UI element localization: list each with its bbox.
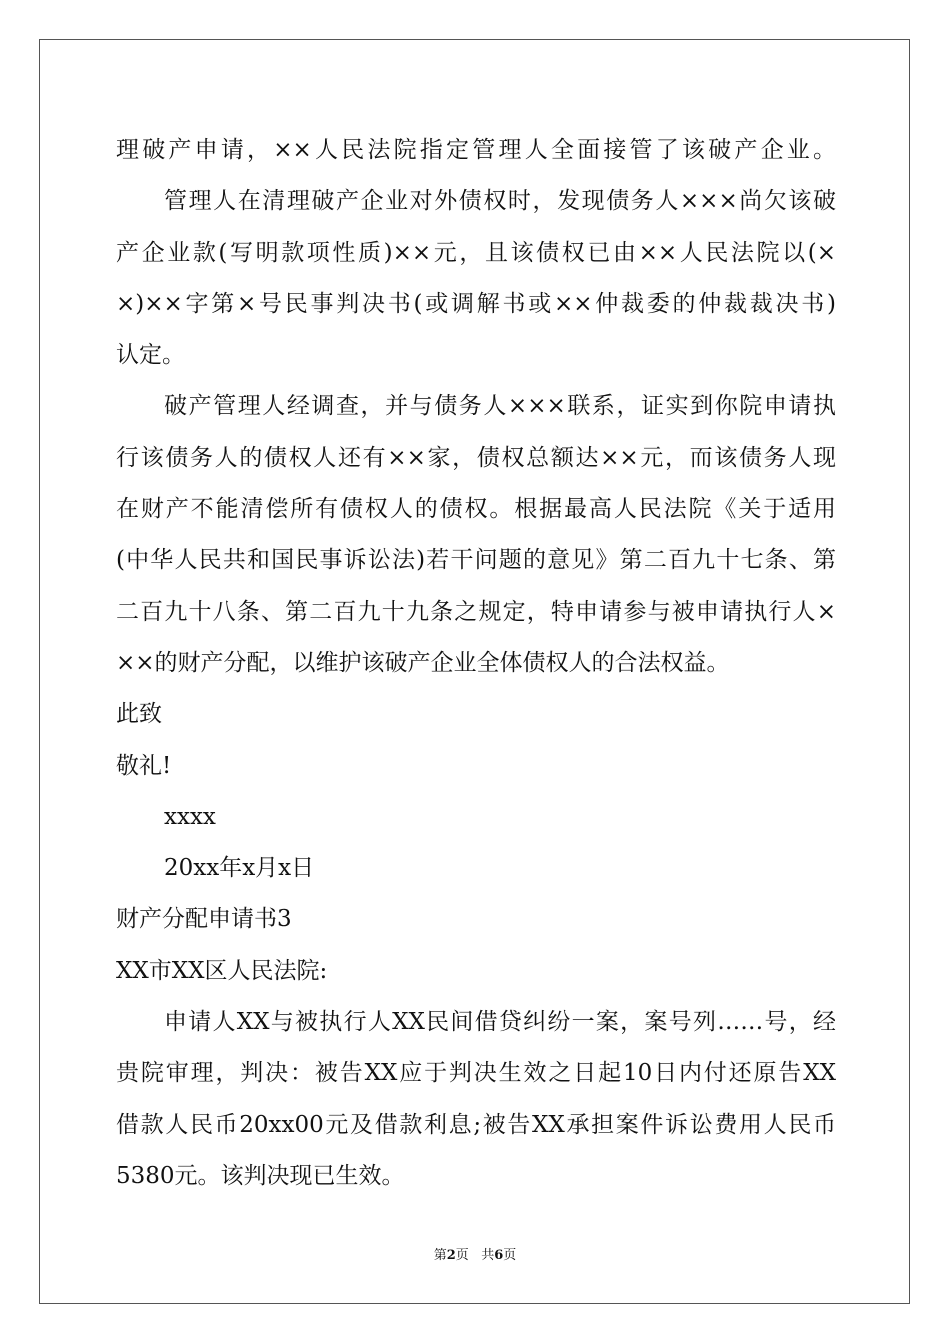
signature-name: xxxx bbox=[164, 803, 216, 830]
page-label-suffix: 页 bbox=[455, 1248, 469, 1263]
paragraph-line: 借款人民币20xx00元及借款利息;被告XX承担案件诉讼费用人民币 bbox=[116, 1111, 836, 1138]
paragraph-line: 在财产不能清偿所有债权人的债权。根据最高人民法院《关于适用 bbox=[116, 496, 836, 523]
page-label-prefix: 第 bbox=[433, 1248, 447, 1263]
page-number: 2 bbox=[446, 1248, 456, 1263]
page-footer bbox=[0, 1247, 950, 1265]
paragraph-line: ×)××字第×号民事判决书(或调解书或××仲裁委的仲裁裁决书) bbox=[116, 290, 836, 317]
paragraph-line: 管理人在清理破产企业对外债权时，发现债务人×××尚欠该破 bbox=[164, 188, 836, 215]
document-body bbox=[116, 125, 836, 1202]
signature-date: 20xx年x月x日 bbox=[164, 855, 315, 882]
salutation-line: 此致 bbox=[116, 701, 162, 728]
paragraph-line: 破产管理人经调查，并与债务人×××联系，证实到你院申请执 bbox=[164, 393, 836, 420]
total-label-prefix: 共 bbox=[481, 1248, 495, 1263]
total-pages: 6 bbox=[494, 1248, 504, 1263]
paragraph-line: 理破产申请，××人民法院指定管理人全面接管了该破产企业。 bbox=[116, 137, 836, 163]
paragraph-line: 申请人XX与被执行人XX民间借贷纠纷一案，案号列……号，经 bbox=[164, 1009, 836, 1036]
paragraph-line: 二百九十八条、第二百九十九条之规定，特申请参与被申请执行人× bbox=[116, 598, 836, 625]
paragraph-line: (中华人民共和国民事诉讼法)若干问题的意见》第二百九十七条、第 bbox=[116, 547, 836, 574]
paragraph-line: 贵院审理，判决：被告XX应于判决生效之日起10日内付还原告XX bbox=[116, 1060, 836, 1087]
section-title: 财产分配申请书3 bbox=[116, 906, 292, 933]
total-label-suffix: 页 bbox=[503, 1248, 517, 1263]
salutation-line: 敬礼! bbox=[116, 752, 172, 779]
paragraph-line: 5380元。该判决现已生效。 bbox=[116, 1162, 405, 1189]
paragraph-line: 行该债务人的债权人还有××家，债权总额达××元，而该债务人现 bbox=[116, 444, 836, 471]
paragraph-line: 产企业款(写明款项性质)××元，且该债权已由××人民法院以(× bbox=[116, 239, 836, 266]
paragraph-line: 认定。 bbox=[116, 342, 185, 369]
paragraph-line: ××的财产分配，以维护该破产企业全体债权人的合法权益。 bbox=[116, 649, 730, 676]
addressee-line: XX市XX区人民法院: bbox=[116, 957, 328, 984]
